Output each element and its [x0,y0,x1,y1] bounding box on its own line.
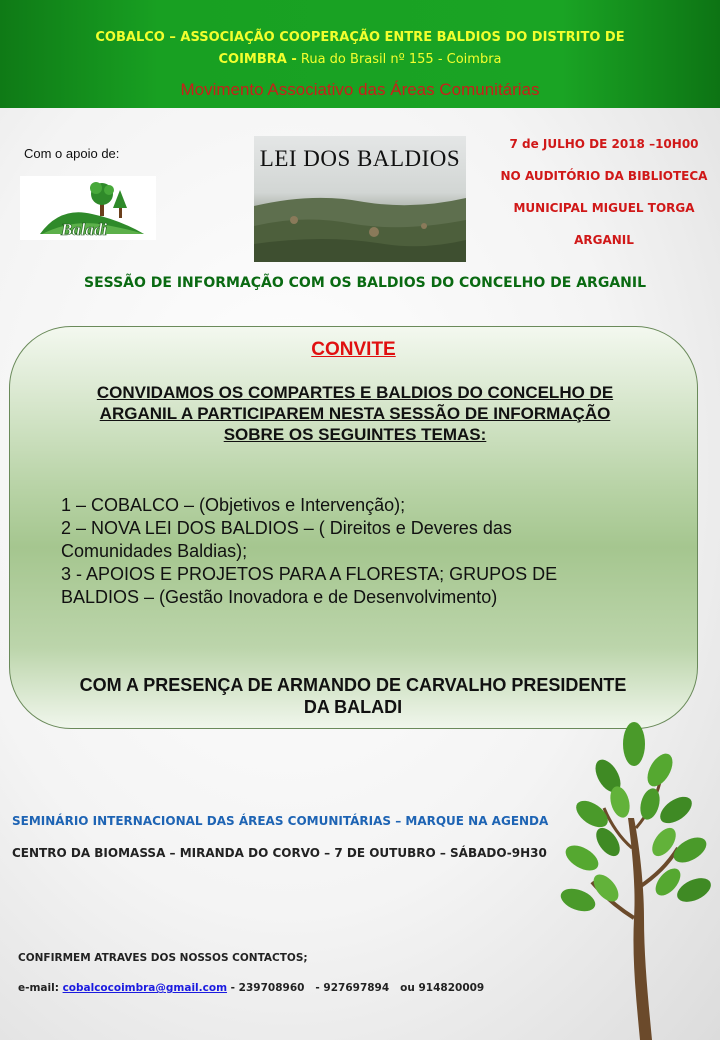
organization-name: COBALCO – ASSOCIAÇÃO COOPERAÇÃO ENTRE BALDIOS DO DISTRITO DE [95,30,625,45]
session-title: SESSÃO DE INFORMAÇÃO COM OS BALDIOS DO CONCELHO DE ARGANIL [83,275,647,291]
event-date: 7 de JULHO DE 2018 –10H00 [509,137,699,151]
event-venue-line2: MUNICIPAL MIGUEL TORGA [513,201,695,215]
topics-list [61,494,621,609]
email-label: e-mail: [18,982,63,994]
contacts-heading: CONFIRMEM ATRAVES DOS NOSSOS CONTACTOS; [18,952,308,964]
event-venue-line1: NO AUDITÓRIO DA BIBLIOTECA [500,169,708,183]
organization-city: COIMBRA - [218,52,297,67]
presence-notice [48,674,658,718]
phone-numbers: - 239708960 - 927697894 ou 914820009 [227,982,485,994]
topic-item: 2 – NOVA LEI DOS BALDIOS – ( Direitos e Deveres das Comunidades Baldias); [61,518,512,561]
invitation-text-line: SOBRE OS SEGUINTES TEMAS: [223,425,487,444]
seminar-details: CENTRO DA BIOMASSA – MIRANDA DO CORVO – 7 DE OUTUBRO – SÁBADO-9H30 [12,846,547,860]
event-location: ARGANIL [574,233,634,247]
email-link[interactable]: cobalcocoimbra@gmail.com [62,982,228,994]
event-details [488,128,720,256]
support-label: Com o apoio de: [24,146,120,161]
invitation-heading: CONVITE [311,339,396,360]
presence-line: COM A PRESENÇA DE ARMANDO DE CARVALHO PRESIDENTE [79,675,627,695]
header-banner [0,0,720,108]
law-title: LEI DOS BALDIOS [259,146,461,171]
organization-tagline: Movimento Associativo das Áreas Comunitárias [180,80,540,99]
contacts-line [18,982,484,994]
invitation-text [40,382,670,445]
logo-text: Baladi [60,220,108,239]
baladi-logo [20,176,156,240]
topic-item: 1 – COBALCO – (Objetivos e Intervenção); [61,495,406,515]
organization-street: Rua do Brasil nº 155 - Coimbra [296,52,502,67]
topic-item: 3 - APOIOS E PROJETOS PARA A FLORESTA; GRUPOS DE BALDIOS – (Gestão Inovadora e de Desenvolvimento) [61,564,558,607]
organization-address [0,52,720,67]
tree-icon [548,718,720,1040]
presence-line: DA BALADI [303,697,403,717]
law-cover-image [254,136,466,262]
seminar-title: SEMINÁRIO INTERNACIONAL DAS ÁREAS COMUNITÁRIAS – MARQUE NA AGENDA [12,814,549,828]
invitation-text-line: ARGANIL A PARTICIPAREM NESTA SESSÃO DE INFORMAÇÃO [99,404,611,423]
invitation-text-line: CONVIDAMOS OS COMPARTES E BALDIOS DO CONCELHO DE [96,383,614,402]
